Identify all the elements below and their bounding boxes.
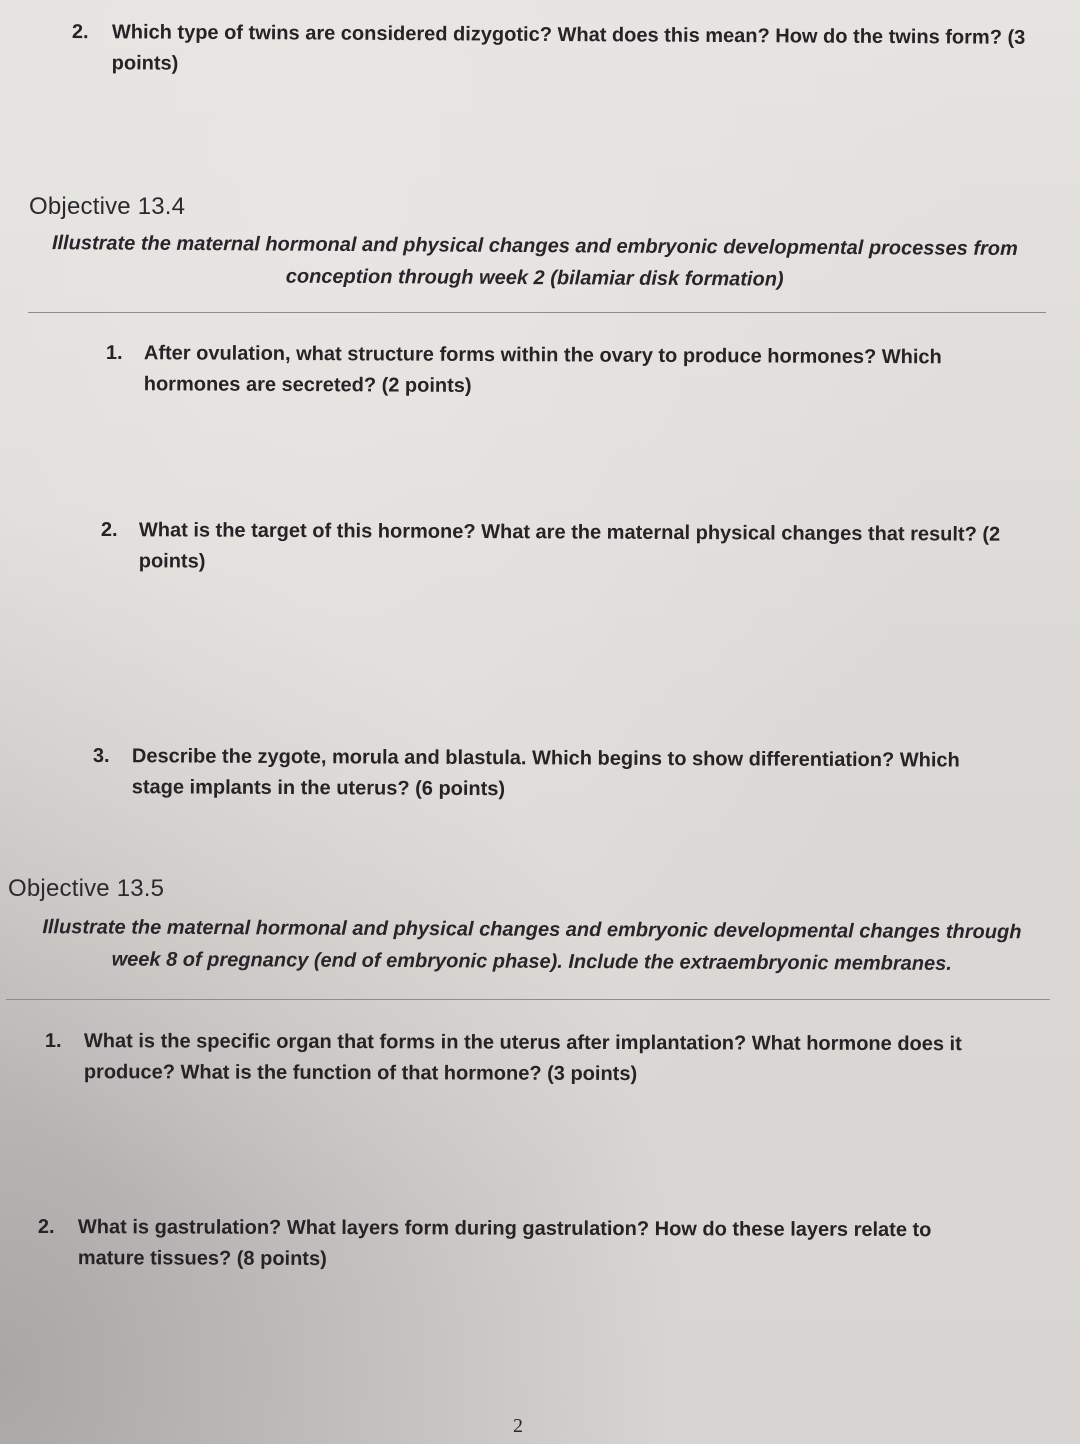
objective-13-4-description-line2: conception through week 2 (bilamiar disk formation) [285, 265, 784, 291]
page-number: 2 [513, 1415, 523, 1437]
objective-13-5-description [12, 911, 1052, 980]
question-number: 2. [71, 20, 89, 44]
question-number: 3. [92, 744, 110, 768]
question-text: What is the target of this hormone? What are the maternal physical changes that result? (2 points) [138, 519, 1001, 573]
question-number: 1. [105, 341, 123, 365]
question-text: Describe the zygote, morula and blastula. Which begins to show differentiation? Which stage implants in the uterus? (6 points) [131, 745, 960, 801]
question-number: 2. [100, 518, 118, 542]
question-text: What is gastrulation? What layers form during gastrulation? How do these layers relate to mature tissues? (8 points) [77, 1216, 932, 1271]
question-text: What is the specific organ that forms in the uterus after implantation? What hormone does it produce? What is the function of that hormone? (3 points) [83, 1030, 962, 1086]
objective-13-4-divider [28, 312, 1046, 313]
objective-13-5-title: Objective 13.5 [8, 875, 165, 902]
question-text: Which type of twins are considered dizygotic? What does this mean? How do the twins form? (3 points) [111, 21, 1026, 75]
objective-13-4-description-line1: Illustrate the maternal hormonal and physical changes and embryonic developmental processes from [51, 232, 1018, 261]
corpus-luteum-question [106, 338, 986, 405]
zygote-morula-blastula-question [93, 741, 1013, 808]
gastrulation-question [38, 1212, 998, 1277]
twins-question [72, 17, 1062, 85]
objective-13-4-title: Objective 13.4 [29, 193, 186, 220]
objective-13-5-description-line1: Illustrate the maternal hormonal and physical changes and embryonic developmental changes through [42, 916, 1022, 944]
objective-13-4-description [30, 227, 1040, 297]
placenta-question [45, 1026, 1035, 1091]
question-number: 2. [37, 1216, 55, 1239]
hormone-target-question [101, 515, 1051, 582]
question-text: After ovulation, what structure forms within the ovary to produce hormones? Which hormones are secreted? (2 points) [143, 342, 942, 397]
objective-13-5-description-line2: week 8 of pregnancy (end of embryonic phase). Include the extraembryonic membranes. [111, 948, 952, 975]
objective-13-5-divider [6, 999, 1050, 1000]
question-number: 1. [44, 1030, 62, 1053]
